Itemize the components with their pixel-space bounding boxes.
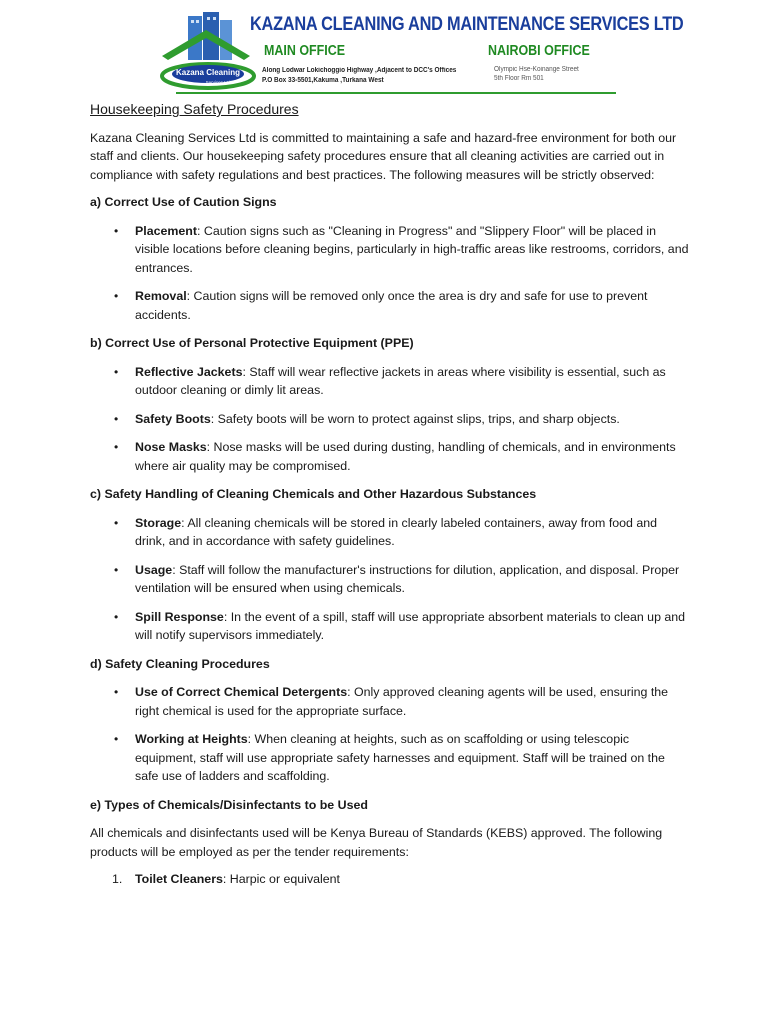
document-body — [90, 98, 690, 889]
item-text: : When cleaning at heights, such as on scaffolding or using telescopic equipment, staff will use appropriate safety harnesses and equipment. Staff will be trained on the safe use of ladders and scaffolding. — [135, 732, 665, 783]
section-e — [90, 796, 690, 889]
bullet-icon: • — [114, 732, 119, 746]
list-item — [112, 870, 690, 889]
letterhead — [158, 8, 684, 98]
item-text: : Staff will wear reflective jackets in areas where visibility is essential, such as outdoor cleaning or dimly lit areas. — [135, 364, 666, 397]
item-term: Placement — [135, 223, 197, 238]
item-number: 1. — [112, 872, 123, 886]
item-term: Nose Masks — [135, 440, 207, 454]
nairobi-office-floor: 5th Floor Rm 501 — [494, 75, 544, 82]
list-item — [114, 608, 690, 645]
item-text: : Safety boots will be worn to protect against slips, trips, and sharp objects. — [210, 411, 620, 426]
bullet-icon: • — [114, 609, 119, 624]
bullet-icon: • — [114, 562, 119, 577]
logo-text: Kazana Cleaning — [175, 68, 241, 77]
chemicals-list — [90, 870, 690, 889]
bullet-icon: • — [114, 289, 119, 303]
item-term: Working at Heights — [135, 732, 248, 746]
item-term: Spill Response — [135, 609, 224, 624]
item-text: : In the event of a spill, staff will use appropriate absorbent materials to clean up and will notify supervisors immediately. — [135, 609, 686, 642]
header-divider — [176, 92, 616, 94]
nairobi-office-title: NAIROBI OFFICE — [488, 43, 590, 59]
bullet-icon: • — [114, 364, 119, 379]
item-term: Usage — [135, 562, 173, 577]
bullet-icon: • — [114, 515, 119, 530]
item-text: : All cleaning chemicals will be stored in clearly labeled containers, away from food and drink, and in accordance with safety guidelines. — [135, 515, 658, 548]
list-item — [114, 514, 690, 551]
section-heading: b) Correct Use of Personal Protective Equipment (PPE) — [90, 336, 414, 350]
bullet-list — [90, 222, 690, 325]
list-item — [114, 561, 690, 598]
item-text: : Harpic or equivalent — [222, 872, 341, 886]
main-office-address: Along Lodwar Lokichoggio Highway ,Adjacent to DCC's Offices — [262, 67, 457, 74]
item-term: Removal — [135, 289, 187, 303]
section-heading: c) Safety Handling of Cleaning Chemicals and Other Hazardous Substances — [90, 487, 537, 501]
company-name: KAZANA CLEANING AND MAINTENANCE SERVICES LTD — [250, 14, 684, 35]
section-heading: e) Types of Chemicals/Disinfectants to be Used — [90, 797, 368, 812]
bullet-list — [90, 363, 690, 476]
item-text: : Only approved cleaning agents will be used, ensuring the right chemical is used for the appropriate surface. — [135, 685, 669, 718]
intro-paragraph: Kazana Cleaning Services Ltd is committed to maintaining a safe and hazard-free environment for both our staff and clients. Our housekeeping safety procedures ensure that all cleaning activities are carried out in compliance with safety regulations and best practices. The following measures will be strictly observed: — [90, 130, 677, 182]
company-logo-icon — [158, 12, 258, 96]
list-item — [114, 438, 690, 475]
bullet-list — [90, 683, 690, 786]
item-term: Reflective Jackets — [135, 364, 243, 379]
item-text: : Nose masks will be used during dusting, handling of chemicals, and in environments where air quality may be compromised. — [135, 440, 676, 473]
bullet-icon: • — [114, 440, 119, 454]
item-term: Safety Boots — [135, 411, 211, 426]
item-text: : Caution signs such as "Cleaning in Progress" and "Slippery Floor" will be placed in visible locations before cleaning begins, particularly in high-traffic areas like restrooms, corridors, and entrances. — [135, 223, 689, 275]
section-heading: a) Correct Use of Caution Signs — [90, 195, 277, 209]
item-text: : Caution signs will be removed only once the area is dry and safe for use to prevent accidents. — [135, 289, 648, 322]
item-term: Toilet Cleaners — [135, 872, 223, 886]
section-heading: d) Safety Cleaning Procedures — [90, 656, 270, 671]
list-item — [114, 363, 690, 400]
bullet-icon: • — [114, 411, 119, 426]
section-e-intro: All chemicals and disinfectants used will be Kenya Bureau of Standards (KEBS) approved. The following products will be employed as per the tender requirements: — [90, 826, 663, 859]
list-item — [114, 730, 690, 786]
item-text: : Staff will follow the manufacturer's instructions for dilution, application, and disposal. Proper ventilation will be ensured when using chemicals. — [135, 562, 680, 595]
item-term: Use of Correct Chemical Detergents — [135, 685, 348, 699]
main-office-po-box: P.O Box 33-5501,Kakuma ,Turkana West — [262, 77, 384, 84]
list-item — [114, 287, 690, 324]
list-item — [114, 222, 690, 278]
bullet-icon: • — [114, 223, 119, 238]
nairobi-office-address: Olympic Hse-Koinange Street — [494, 66, 579, 73]
logo-subtext: Services Ltd — [205, 80, 231, 85]
main-office-title: MAIN OFFICE — [264, 43, 346, 59]
list-item — [114, 410, 690, 429]
sections-container — [90, 193, 690, 786]
document-title: Housekeeping Safety Procedures — [90, 101, 299, 117]
bullet-list — [90, 514, 690, 645]
list-item — [114, 683, 690, 720]
item-term: Storage — [135, 515, 182, 530]
bullet-icon: • — [114, 685, 119, 699]
